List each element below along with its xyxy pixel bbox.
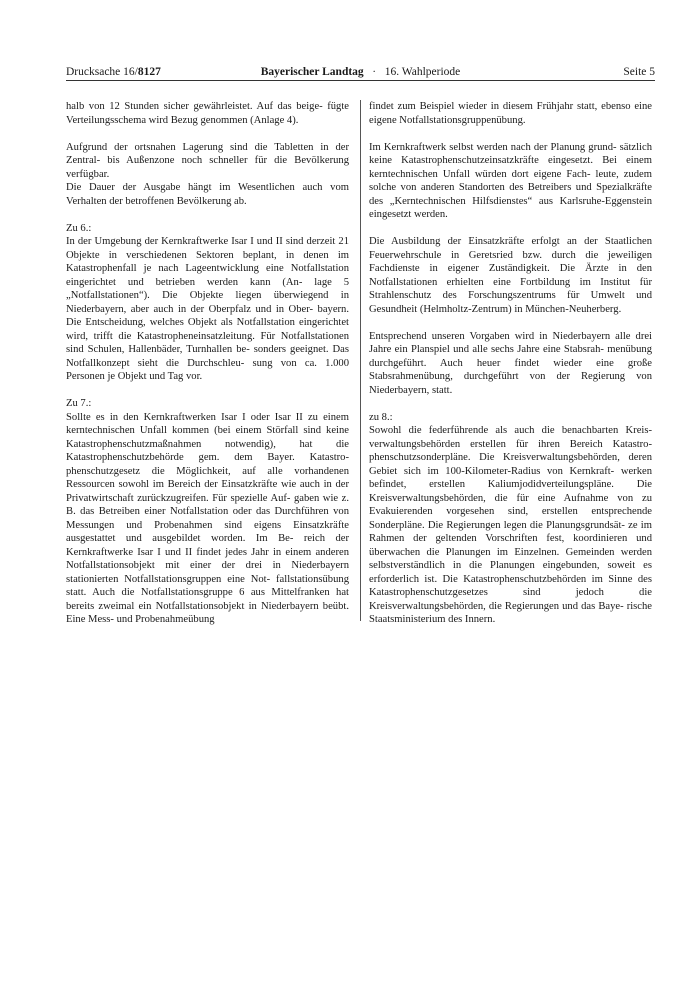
page-header (66, 64, 655, 80)
page-number: Seite 5 (623, 66, 655, 78)
right-column (369, 100, 652, 640)
paragraph: Die Ausbildung der Einsatzkräfte erfolgt an der Staatlichen Feuerwehrschule in Geretsried bzw. durch die jeweiligen Fachdienste in eigener Zuständigkeit. Die Ärzte in den Notfallstationen erhielten eine Fortbildung im Institut für Strahlenschutz des Forschungszentrums für Umwelt und Gesundheit (Helmholtz-Zentrum) in München-Neuherberg. (369, 236, 652, 315)
left-column (66, 100, 349, 640)
legislative-period: 16. Wahlperiode (384, 66, 461, 78)
paragraph: Aufgrund der ortsnahen Lagerung sind die Tabletten in der Zentral- bis Außenzone noch schneller für die Bevölkerung verfügbar. (66, 141, 349, 180)
header-center (66, 64, 655, 80)
institution-name: Bayerischer Landtag (260, 66, 364, 78)
paragraph: Sowohl die federführende als auch die benachbarten Kreis- verwaltungsbehörden erstellen für ihren Bereich Katastro- phenschutzsonderpläne. Die Kreisverwaltungsbehörden, deren Gebiet sich im 100-Kilometer-Radius von Kernkraft- werken befindet, erstellen Kaliumjodidverteilungspläne. Die Kreisverwaltungsbehörden, die für eine Aufnahme von zu Evakuierenden vorgesehen sind, erstellen entsprechende Sonderpläne. Die Regierungen legen die Planungsgrundsät- ze im Rahmen der geltenden Vorschriften fest, koordinieren und überwachen die Planungen im Einzelnen. Gemeinden werden selbstverständlich in die Planungen eingebunden, soweit es erforderlich ist. Die Katastrophenschutzbehörden im Sinne des Katastrophenschutzgesetzes sind jedoch die Kreisverwaltungsbehörden, die Regierungen und das Baye- rische Staatsministerium des Innern. (369, 425, 652, 625)
paragraph: halb von 12 Stunden sicher gewährleistet. Auf das beige- fügte Verteilungsschema wird Bezug genommen (Anlage 4). (66, 101, 349, 126)
paragraph: Entsprechend unseren Vorgaben wird in Niederbayern alle drei Jahre ein Planspiel und alle sechs Jahre eine Stabsrah- menübung durchgeführt. Auch heuer findet wieder eine große Stabsrahmenübung, durchgeführt von der Regierung von Niederbayern, statt. (369, 330, 652, 396)
paragraph: Sollte es in den Kernkraftwerken Isar I oder Isar II zu einem kerntechnischen Unfall kommen (bei einem Störfall sind keine Katastrophenschutzmaßnahmen notwendig), hat die Katastrophenschutzbehörde gem. dem Bayer. Katastro- phenschutzgesetz die Möglichkeit, auf alle vorhandenen Ressourcen sowohl im Bereich der Einsatzkräfte wie auch in der Privatwirtschaft zurückzugreifen. Für spezielle Auf- gaben wie z. B. das Betreiben einer Notfallstation oder das Durchführen von Messungen und Probenahmen sind eigens Einsatzkräfte ausgestattet und ausgebildet worden. Im Be- reich der Kernkraftwerke Isar I und II findet jedes Jahr in einem anderen Notfallstationsobjekt mit einer der drei in Niederbayern stationierten Notfallstationsgruppen eine Not- fallstationsübung statt. Auch die Notfallstationsgruppe 6 aus Mittelfranken hat bereits zweimal ein Notfallstationsobjekt in Niederbayern beübt. Eine Mess- und Probenahmeübung (66, 411, 349, 625)
column-divider (360, 100, 361, 621)
header-rule (66, 80, 655, 81)
header-separator: · (372, 66, 377, 78)
paragraph: findet zum Beispiel wieder in diesem Frühjahr statt, ebenso eine eigene Notfallstationsgruppenübung. (369, 101, 652, 126)
paragraph: In der Umgebung der Kernkraftwerke Isar I und II sind derzeit 21 Objekte in verschiedenen Sektoren beplant, in denen im Katastrophenfall je nach Lageentwicklung eine Notfallstation eingerichtet und betrieben werden kann (An- lage 5 „Notfallstationen“). Die Objekte liegen überwiegend in Niederbayern, aber auch in der Oberpfalz und in Ober- bayern. Die Entscheidung, welches Objekt als Notfallstation eingerichtet wird, trifft die Katastropheneinsatzleitung. Für Notfallstationen sind Schulen, Hallenbäder, Turnhallen be- sonders geeignet. Das Notfallkonzept sieht die Durchschleu- sung von ca. 1.000 Personen je Objekt und Tag vor. (66, 236, 349, 382)
paragraph: Die Dauer der Ausgabe hängt im Wesentlichen auch vom Verhalten der betroffenen Bevölkerung ab. (66, 182, 349, 207)
section-heading-7: Zu 7.: (66, 398, 92, 409)
section-heading-8: zu 8.: (369, 411, 393, 423)
document-number: Drucksache 16/8127 (66, 66, 161, 78)
section-heading-6: Zu 6.: (66, 222, 92, 234)
paragraph: Im Kernkraftwerk selbst werden nach der Planung grund- sätzlich keine Katastrophenschutzeinsatzkräfte eingesetzt. Bei einem kerntechnischen Unfall würden dort eigene Fach- leute, zudem solche von anderen Standorten des Betreibers und Spezialkräfte des „Kerntechnischen Hilfsdienstes“ aus Karlsruhe-Eggenstein eingesetzt werden. (369, 141, 652, 220)
